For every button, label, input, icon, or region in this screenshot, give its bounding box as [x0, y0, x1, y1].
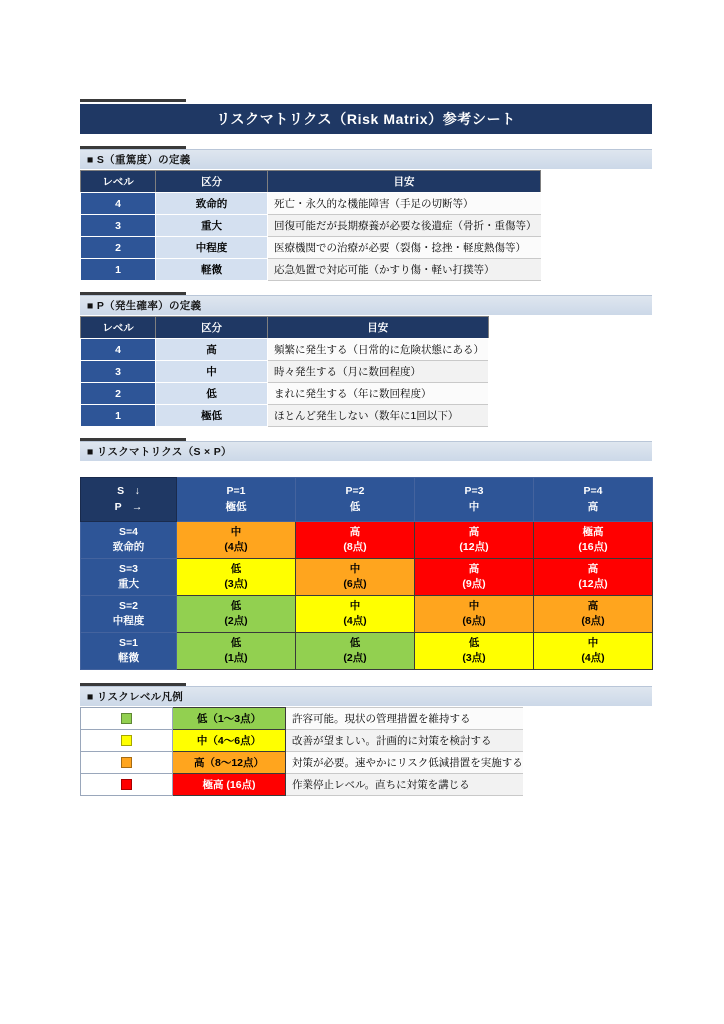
matrix-row: [81, 522, 653, 559]
severity-category: 致命的: [156, 193, 268, 215]
matrix-row-code: S=2: [119, 599, 138, 612]
legend-row: [81, 752, 523, 774]
severity-category: 重大: [156, 215, 268, 237]
matrix-row: [81, 596, 653, 633]
table-row: [81, 339, 489, 361]
matrix-col-label: 低: [349, 500, 361, 513]
matrix-cell-s2-p2: [296, 596, 415, 633]
table-header-row: [81, 171, 541, 193]
legend-swatch-cell: [81, 774, 173, 796]
matrix-row-label: 軽微: [118, 652, 139, 664]
severity-guideline: 医療機関での治療が必要（裂傷・捻挫・軽度熱傷等）: [268, 237, 541, 259]
legend-swatch-cell: [81, 708, 173, 730]
matrix-col-label: 高: [587, 500, 599, 513]
matrix-cell-score: (12点): [578, 578, 608, 590]
matrix-row-code: S=3: [119, 562, 138, 575]
legend-swatch-cell: [81, 730, 173, 752]
matrix-row-header-s4: [81, 522, 177, 559]
matrix-cell-level: 高: [587, 562, 599, 575]
probability-level: 4: [81, 339, 156, 361]
severity-level: 2: [81, 237, 156, 259]
matrix-row-label: 重大: [118, 578, 139, 590]
risk-color-swatch-icon: [121, 779, 132, 790]
matrix-col-label: 中: [468, 500, 480, 513]
matrix-heading: ■ リスクマトリクス（S × P）: [87, 446, 232, 458]
severity-level: 1: [81, 259, 156, 281]
matrix-col-code: P=1: [226, 485, 246, 498]
legend-swatch-cell: [81, 752, 173, 774]
column-header-category: 区分: [156, 171, 268, 193]
matrix-cell-level: 中: [468, 599, 480, 612]
column-header-guideline: 目安: [268, 317, 489, 339]
matrix-cell-level: 高: [587, 599, 599, 612]
matrix-axis-s: S ↓: [117, 485, 140, 498]
severity-section-header: [80, 149, 652, 169]
matrix-cell-score: (16点): [578, 541, 608, 553]
matrix-cell-s2-p4: [534, 596, 653, 633]
matrix-cell-score: (2点): [224, 615, 248, 627]
legend-level-label: 中（4〜6点）: [173, 730, 286, 752]
probability-category: 高: [156, 339, 268, 361]
severity-level: 3: [81, 215, 156, 237]
matrix-cell-score: (2点): [343, 652, 367, 664]
legend-row: [81, 730, 523, 752]
probability-table: [80, 316, 489, 427]
matrix-row-code: S=1: [119, 636, 138, 649]
risk-color-swatch-icon: [121, 713, 132, 724]
matrix-cell-s4-p2: [296, 522, 415, 559]
matrix-col-label: 極低: [225, 500, 247, 513]
matrix-cell-level: 高: [349, 525, 361, 538]
legend-row: [81, 774, 523, 796]
matrix-cell-score: (4点): [343, 615, 367, 627]
matrix-row-header-s2: [81, 596, 177, 633]
matrix-cell-level: 低: [468, 636, 480, 649]
severity-guideline: 死亡・永久的な機能障害（手足の切断等）: [268, 193, 541, 215]
probability-section-header: [80, 295, 652, 315]
risk-color-swatch-icon: [121, 757, 132, 768]
table-row: [81, 405, 489, 427]
matrix-cell-score: (8点): [343, 541, 367, 553]
matrix-cell-s2-p3: [415, 596, 534, 633]
matrix-row-header-s3: [81, 559, 177, 596]
column-header-level: レベル: [81, 317, 156, 339]
matrix-col-header-p4: [534, 478, 653, 522]
severity-level: 4: [81, 193, 156, 215]
probability-level: 2: [81, 383, 156, 405]
matrix-axis-corner: [81, 478, 177, 522]
matrix-cell-s3-p3: [415, 559, 534, 596]
severity-table: [80, 170, 541, 281]
matrix-col-code: P=4: [583, 485, 603, 498]
matrix-cell-s4-p3: [415, 522, 534, 559]
document-title-banner: [80, 104, 652, 134]
matrix-cell-s3-p4: [534, 559, 653, 596]
column-header-guideline: 目安: [268, 171, 541, 193]
risk-color-swatch-icon: [121, 735, 132, 746]
matrix-cell-level: 中: [230, 525, 242, 538]
matrix-cell-level: 中: [349, 599, 361, 612]
legend-table: [80, 707, 523, 796]
matrix-cell-s1-p4: [534, 633, 653, 670]
risk-matrix-table: [80, 477, 653, 670]
matrix-cell-s1-p2: [296, 633, 415, 670]
table-row: [81, 259, 541, 281]
legend-description: 許容可能。現状の管理措置を維持する: [286, 708, 523, 730]
matrix-cell-score: (12点): [459, 541, 489, 553]
matrix-row: [81, 559, 653, 596]
title-accent-tab: [80, 99, 186, 102]
matrix-row-header-s1: [81, 633, 177, 670]
matrix-cell-score: (4点): [581, 652, 605, 664]
matrix-cell-level: 中: [349, 562, 361, 575]
matrix-cell-level: 中: [587, 636, 599, 649]
matrix-cell-score: (4点): [224, 541, 248, 553]
table-row: [81, 383, 489, 405]
matrix-row-code: S=4: [119, 525, 138, 538]
matrix-col-code: P=3: [464, 485, 484, 498]
severity-guideline: 応急処置で対応可能（かすり傷・軽い打撲等）: [268, 259, 541, 281]
legend-description: 改善が望ましい。計画的に対策を検討する: [286, 730, 523, 752]
matrix-cell-level: 高: [468, 525, 480, 538]
matrix-cell-score: (3点): [224, 578, 248, 590]
matrix-cell-score: (6点): [462, 615, 486, 627]
probability-category: 低: [156, 383, 268, 405]
matrix-row-label: 致命的: [112, 541, 145, 553]
legend-description: 作業停止レベル。直ちに対策を講じる: [286, 774, 523, 796]
table-row: [81, 237, 541, 259]
probability-level: 3: [81, 361, 156, 383]
matrix-row-label: 中程度: [112, 615, 145, 627]
column-header-category: 区分: [156, 317, 268, 339]
matrix-cell-s3-p2: [296, 559, 415, 596]
matrix-cell-s3-p1: [177, 559, 296, 596]
legend-heading: ■ リスクレベル凡例: [87, 691, 184, 703]
legend-level-label: 極高 (16点): [173, 774, 286, 796]
severity-category: 中程度: [156, 237, 268, 259]
matrix-col-header-p1: [177, 478, 296, 522]
matrix-cell-score: (9点): [462, 578, 486, 590]
matrix-cell-level: 極高: [582, 525, 604, 538]
matrix-axis-p: P →: [114, 500, 143, 513]
probability-guideline: 時々発生する（月に数回程度）: [268, 361, 489, 383]
matrix-row: [81, 633, 653, 670]
legend-level-label: 高（8〜12点）: [173, 752, 286, 774]
matrix-section-header: [80, 441, 652, 461]
table-row: [81, 361, 489, 383]
table-header-row: [81, 317, 489, 339]
matrix-cell-score: (6点): [343, 578, 367, 590]
matrix-col-code: P=2: [345, 485, 365, 498]
table-row: [81, 193, 541, 215]
probability-heading: ■ P（発生確率）の定義: [87, 300, 202, 312]
matrix-header-row: [81, 478, 653, 522]
probability-category: 極低: [156, 405, 268, 427]
matrix-cell-level: 低: [230, 562, 242, 575]
matrix-cell-score: (8点): [581, 615, 605, 627]
matrix-cell-score: (1点): [224, 652, 248, 664]
matrix-cell-s4-p4: [534, 522, 653, 559]
matrix-cell-s1-p1: [177, 633, 296, 670]
severity-heading: ■ S（重篤度）の定義: [87, 154, 191, 166]
matrix-cell-s1-p3: [415, 633, 534, 670]
legend-row: [81, 708, 523, 730]
severity-category: 軽微: [156, 259, 268, 281]
probability-guideline: ほとんど発生しない（数年に1回以下）: [268, 405, 489, 427]
matrix-cell-level: 低: [230, 636, 242, 649]
matrix-col-header-p3: [415, 478, 534, 522]
matrix-cell-level: 低: [230, 599, 242, 612]
page-title: リスクマトリクス（Risk Matrix）参考シート: [216, 111, 516, 127]
matrix-cell-s2-p1: [177, 596, 296, 633]
column-header-level: レベル: [81, 171, 156, 193]
matrix-cell-score: (3点): [462, 652, 486, 664]
legend-level-label: 低（1〜3点）: [173, 708, 286, 730]
matrix-cell-s4-p1: [177, 522, 296, 559]
severity-guideline: 回復可能だが長期療養が必要な後遺症（骨折・重傷等）: [268, 215, 541, 237]
matrix-cell-level: 低: [349, 636, 361, 649]
matrix-cell-level: 高: [468, 562, 480, 575]
probability-guideline: まれに発生する（年に数回程度）: [268, 383, 489, 405]
probability-level: 1: [81, 405, 156, 427]
probability-guideline: 頻繁に発生する（日常的に危険状態にある）: [268, 339, 489, 361]
legend-section-header: [80, 686, 652, 706]
matrix-col-header-p2: [296, 478, 415, 522]
legend-description: 対策が必要。速やかにリスク低減措置を実施する: [286, 752, 523, 774]
table-row: [81, 215, 541, 237]
probability-category: 中: [156, 361, 268, 383]
